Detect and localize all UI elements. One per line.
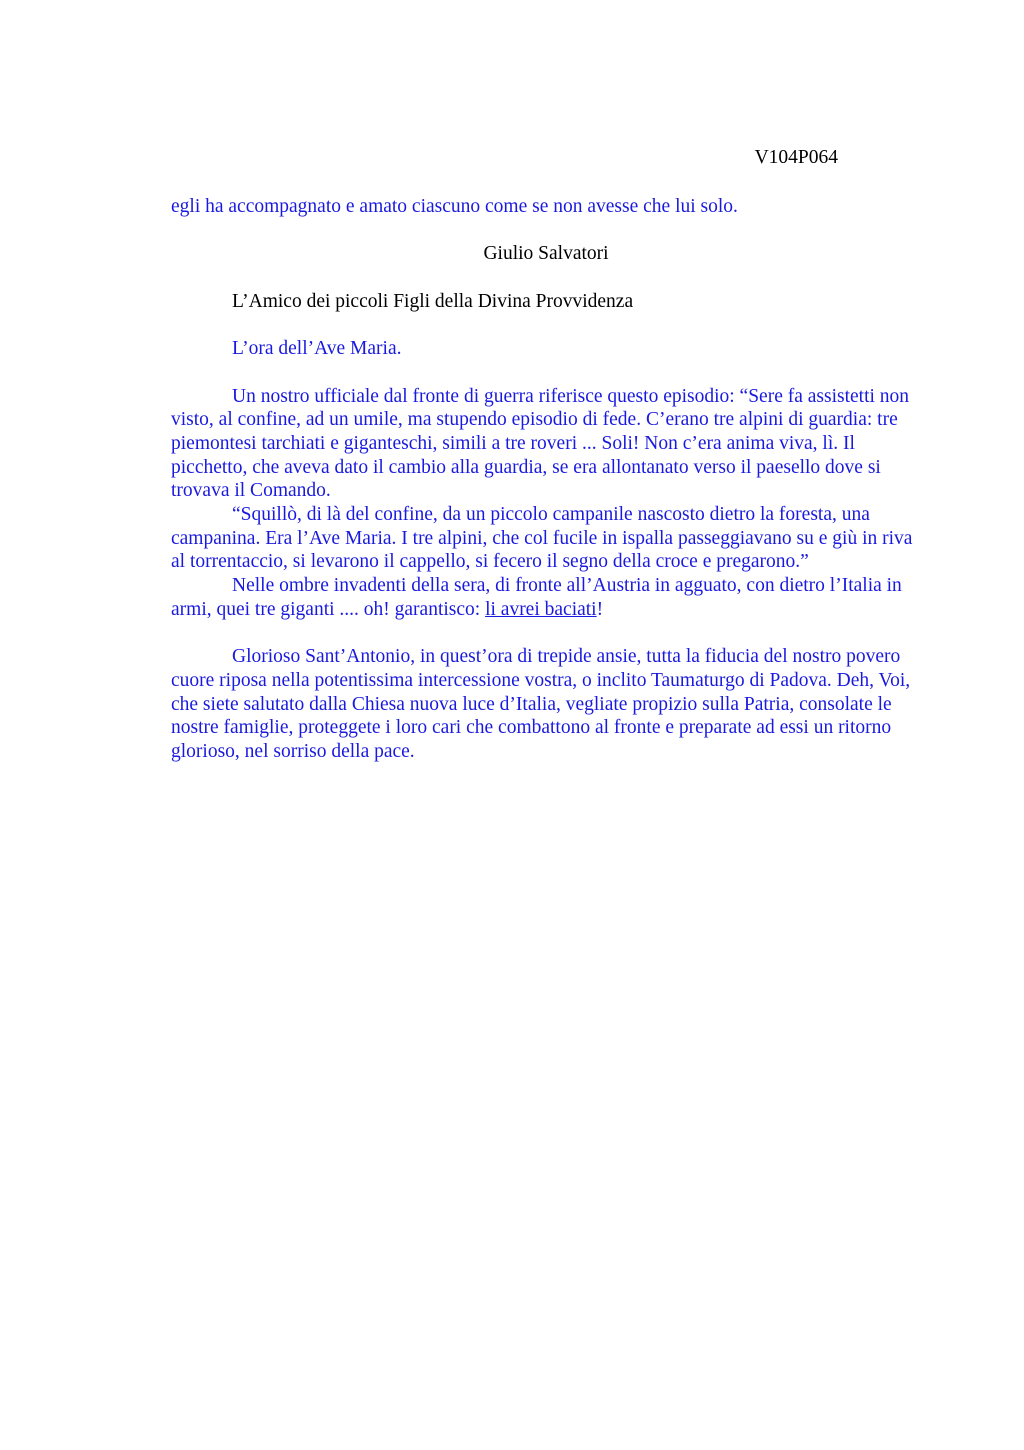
page-id: V104P064 [754,147,838,168]
paragraph-3-end: ! [596,598,604,620]
underlined-phrase: li avrei baciati [485,598,597,620]
publication-title: L’Amico dei piccoli Figli della Divina Provvidenza [232,290,634,312]
intro-line: egli ha accompagnato e amato ciascuno come se non avesse che lui solo. [171,196,738,217]
document-body [171,195,921,764]
paragraph-3-text: Nelle ombre invadenti della sera, di fronte all’Austria in agguato, con dietro l’Italia in armi, quei tre giganti .... oh! garantisco: [171,575,902,620]
paragraph-1: Un nostro ufficiale dal fronte di guerra riferisce questo episodio: “Sere fa assistetti non visto, al confine, ad un umile, ma stupendo episodio di fede. C’erano tre alpini di guardia: tre piemontesi tarchiati e giganteschi, simili a tre roveri ... Soli! Non c’era anima viva, lì. Il picchetto, che aveva dato il cambio alla guardia, se era allontanato verso il paesello dove si trovava il Comando. [171,385,910,502]
paragraph-3 [171,574,921,621]
section-title: L’ora dell’Ave Maria. [232,338,402,360]
prayer-paragraph: Glorioso Sant’Antonio, in quest’ora di trepide ansie, tutta la fiducia del nostro povero cuore riposa nella potentissima intercessione vostra, o inclito Taumaturgo di Padova. Deh, Voi, che siete salutato dalla Chiesa nuova luce d’Italia, vegliate propizio sulla Patria, consolate le nostre famiglie, proteggete i loro cari che combattono al fronte e preparate ad essi un ritorno glorioso, nel sorriso della pace. [171,646,911,763]
paragraph-2: “Squillò, di là del confine, da un piccolo campanile nascosto dietro la foresta, una campanina. Era l’Ave Maria. I tre alpini, che col fucile in ispalla passeggiavano su e giù in riva al torrentaccio, si levarono il cappello, si fecero il segno della croce e pregarono.” [171,504,913,573]
author-signature: Giulio Salvatori [483,243,609,265]
